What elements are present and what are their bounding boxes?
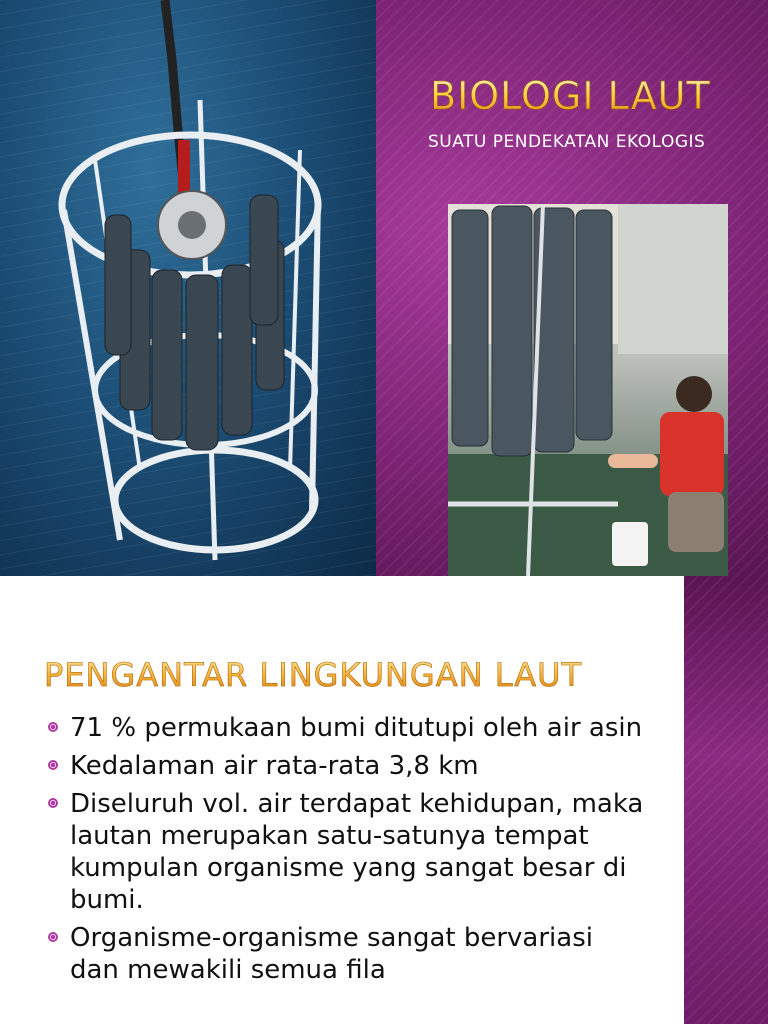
list-item (46, 922, 646, 986)
bullet-text: Diseluruh vol. air terdapat kehidupan, maka lautan merupakan satu-satunya tempat kumpulan organisme yang sangat besar di bumi. (70, 789, 644, 915)
bullet-text: 71 % permukaan bumi ditutupi oleh air asin (70, 713, 643, 743)
slide-heading: PENGANTAR LINGKUNGAN LAUT (44, 656, 583, 694)
list-item (46, 712, 646, 744)
bullet-circle-icon (48, 798, 58, 808)
bullet-circle-icon (48, 722, 58, 732)
slide-subtitle: SUATU PENDEKATAN EKOLOGIS (428, 132, 706, 152)
list-item (46, 750, 646, 782)
bullet-text: Organisme-organisme sangat bervariasi dan mewakili semua fila (70, 923, 593, 985)
ship-deck-photo (448, 204, 728, 576)
bullet-circle-icon (48, 932, 58, 942)
bullet-circle-icon (48, 760, 58, 770)
bullet-text: Kedalaman air rata-rata 3,8 km (70, 751, 479, 781)
list-item (46, 788, 646, 916)
rosette-illustration (0, 0, 376, 576)
decorative-side-band (684, 576, 768, 1024)
bullet-list (46, 712, 646, 992)
rosette-sampler-photo (0, 0, 376, 576)
slide-intro (0, 576, 768, 1024)
ship-deck-illustration (448, 204, 728, 576)
slide-title-text: BIOLOGI LAUT (430, 74, 711, 118)
